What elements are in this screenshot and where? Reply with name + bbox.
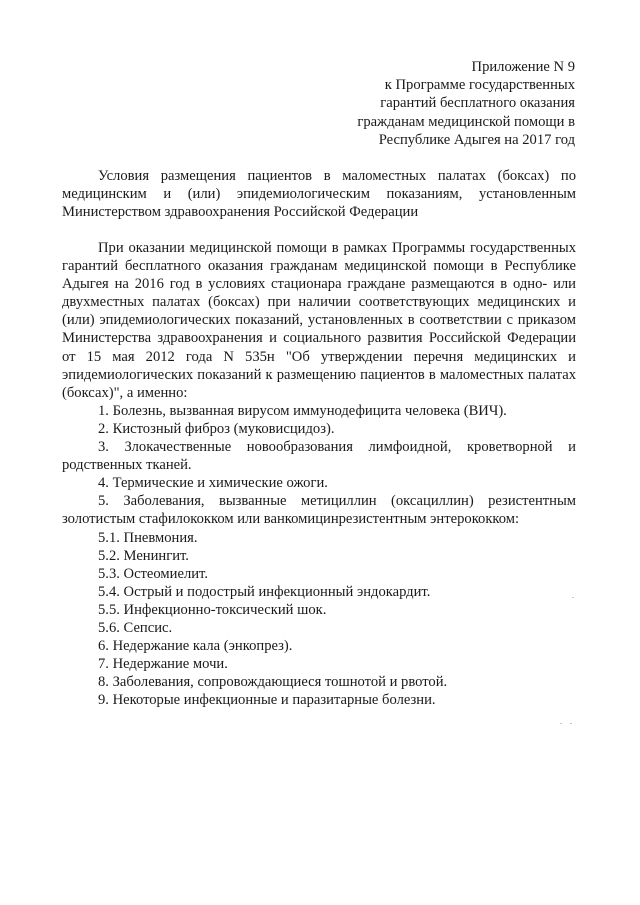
scan-speck (572, 597, 574, 598)
appendix-line: Приложение N 9 (471, 59, 575, 75)
appendix-line: Республике Адыгея на 2017 год (378, 131, 575, 148)
list-item: 9. Некоторые инфекционные и паразитарные болезни. (98, 692, 436, 709)
sub-list-item: 5.6. Сепсис. (98, 619, 173, 636)
scan-speck (560, 723, 562, 724)
appendix-line: гражданам медицинской помощи в (357, 113, 575, 130)
list-item: 5. Заболевания, вызванные метициллин (оксациллин) резистентным золотистым стафилококком или ванкомицинрезистентным энтерококком: (62, 493, 576, 528)
sub-list-item: 5.4. Острый и подострый инфекционный эндокардит. (98, 583, 431, 600)
list-item: 1. Болезнь, вызванная вирусом иммунодефицита человека (ВИЧ). (98, 402, 507, 419)
list-item: 4. Термические и химические ожоги. (98, 475, 328, 492)
list-item: 3. Злокачественные новообразования лимфоидной, кроветворной и родственных тканей. (62, 439, 576, 474)
sub-list-item: 5.1. Пневмония. (98, 529, 198, 546)
sub-list-item: 5.5. Инфекционно-токсический шок. (98, 601, 327, 618)
sub-list-item: 5.2. Менингит. (98, 547, 189, 564)
list-item: 2. Кистозный фиброз (муковисцидоз). (98, 420, 335, 437)
scan-speck (570, 723, 572, 724)
list-item: 8. Заболевания, сопровождающиеся тошнотой и рвотой. (98, 674, 448, 691)
intro-paragraph: При оказании медицинской помощи в рамках Программы государственных гарантий бесплатного оказания гражданам медицинской помощи в Республике Адыгея на 2016 год в условиях стационара граждане размещаются в одно- или двухместных палатах (боксах) при наличии соответствующих медицинских и (или) эпидемиологических показаний, установленных в соответствии с приказом Министерства здравоохранения и социального развития Российской Федерации от 15 мая 2012 года N 535н "Об утверждении перечня медицинских и эпидемиологических показаний к размещению пациентов в маломестных палатах (боксах)", а именно: (62, 240, 576, 401)
appendix-line: к Программе государственных (384, 77, 575, 94)
appendix-block (255, 58, 575, 149)
sub-list-item: 5.3. Остеомиелит. (98, 565, 208, 582)
document-heading: Условия размещения пациентов в маломестных палатах (боксах) по медицинским и (или) эпидемиологическим показаниям, установленным Министерством здравоохранения Российской Федерации (62, 168, 576, 221)
list-item: 7. Недержание мочи. (98, 656, 228, 673)
document-body (62, 239, 576, 709)
list-item: 6. Недержание кала (энкопрез). (98, 638, 293, 655)
appendix-line: гарантий бесплатного оказания (380, 95, 575, 112)
